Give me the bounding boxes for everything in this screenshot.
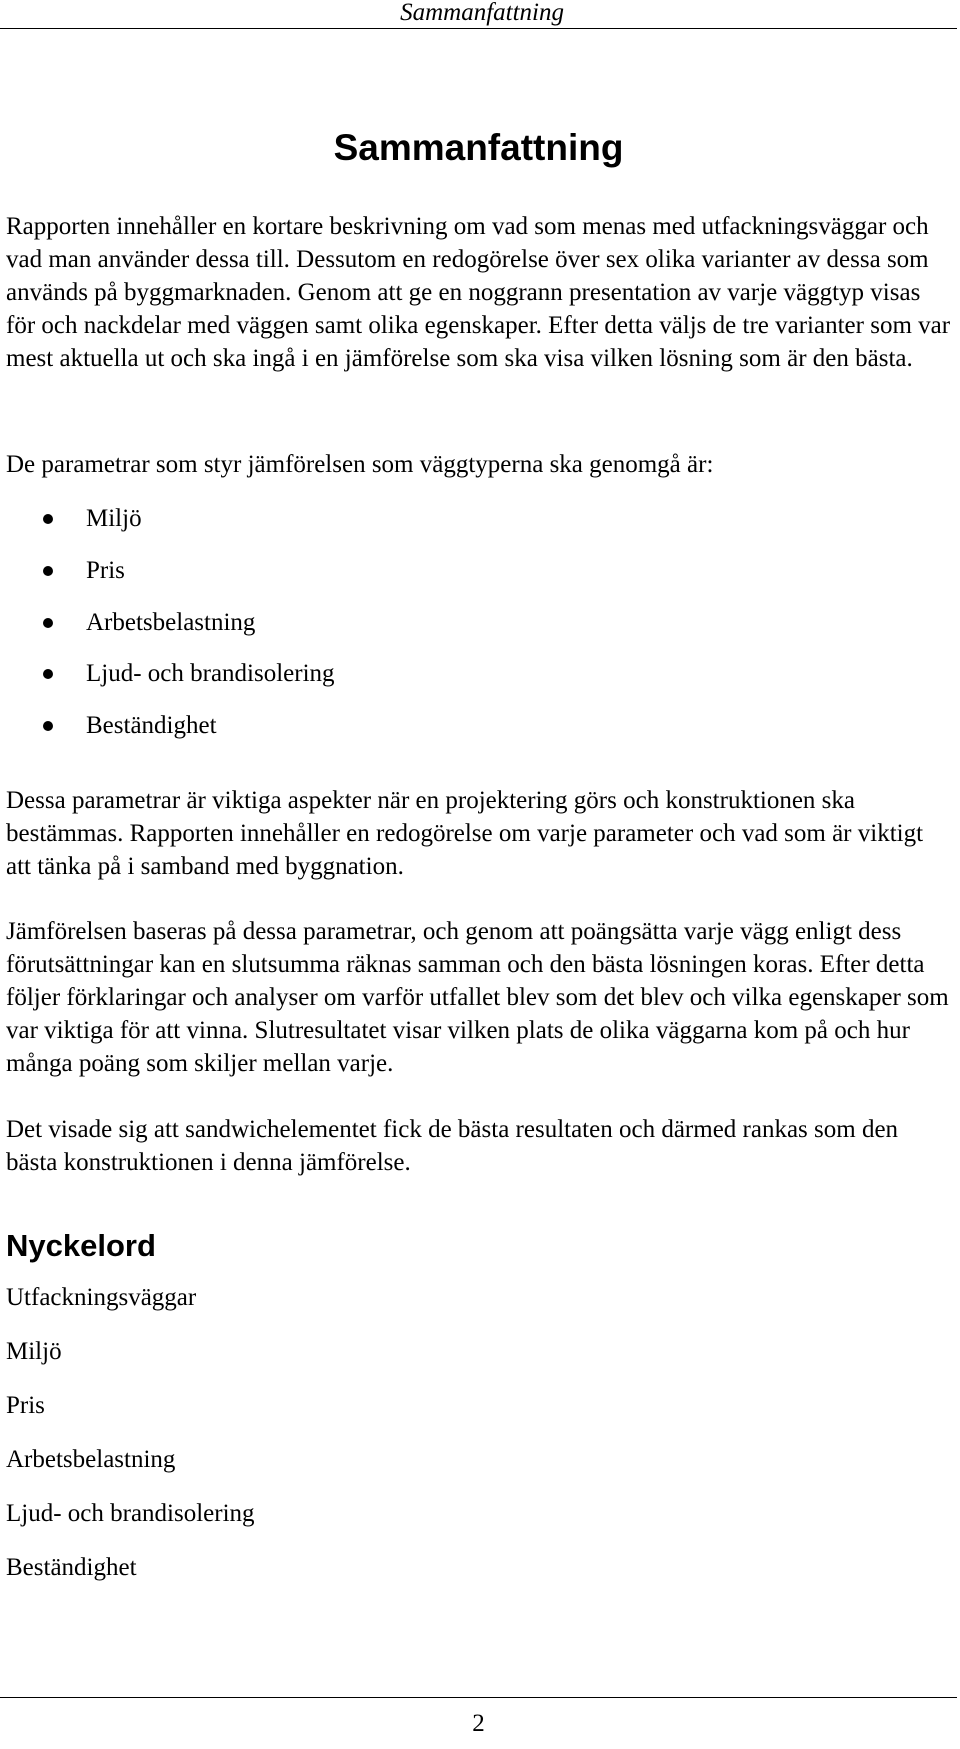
parameter-label: Ljud- och brandisolering <box>86 660 335 688</box>
keyword-item: Arbetsbelastning <box>6 1446 176 1473</box>
keyword-item: Utfackningsväggar <box>6 1284 197 1311</box>
keyword-list <box>6 1281 255 1605</box>
keyword-item: Ljud- och brandisolering <box>6 1500 255 1527</box>
bullet-icon <box>43 514 53 524</box>
comparison-paragraph: Jämförelsen baseras på dessa parametrar, och genom att poängsätta varje vägg enligt dess förutsättningar kan en slutsumma räknas samman och den bästa lösningen koras. Efter detta följer förklaringar och analyser om varför utfallet blev som det blev och vilka egenskaper som var viktiga för att vinna. Slutresultatet visar vilken plats de olika väggarna kom på och hur många poäng som skiljer mellan varje. <box>6 918 949 1077</box>
conclusion-paragraph: Det visade sig att sandwichelementet fick de bästa resultaten och därmed rankas som den bästa konstruktionen i denna jämförelse. <box>6 1116 899 1176</box>
keywords-heading: Nyckelord <box>6 1228 156 1263</box>
keyword-item: Pris <box>6 1392 45 1419</box>
keyword-item: Miljö <box>6 1338 62 1365</box>
bullet-icon <box>43 669 53 679</box>
running-header <box>0 0 957 29</box>
running-header-title: Sammanfattning <box>400 0 564 26</box>
page-title: Sammanfattning <box>333 127 624 168</box>
bullet-icon <box>43 618 53 628</box>
parameters-intro-paragraph: De parametrar som styr jämförelsen som väggtyperna ska genomgå är: <box>6 451 714 478</box>
parameter-label: Miljö <box>86 505 142 532</box>
parameter-label: Arbetsbelastning <box>86 608 256 636</box>
keyword-item: Beständighet <box>6 1554 137 1581</box>
page-number: 2 <box>472 1710 485 1737</box>
intro-paragraph: Rapporten innehåller en kortare beskrivning om vad som menas med utfackningsväggar och vad man använder dessa till. Dessutom en redogörelse över sex olika varianter av dessa som används på byggmarknaden. Genom att ge en noggrann presentation av varje väggtyp visas för och nackdelar med väggen samt olika egenskaper. Efter detta väljs de tre varianter som var mest aktuella ut och ska ingå i en jämförelse som ska visa vilken lösning som är den bästa. <box>6 213 951 372</box>
bullet-icon <box>43 721 53 731</box>
parameter-label: Pris <box>86 556 125 584</box>
parameters-importance-paragraph: Dessa parametrar är viktiga aspekter när en projektering görs och konstruktionen ska bestämmas. Rapporten innehåller en redogörelse om varje parameter och vad som är viktigt att tänka på i samband med byggnation. <box>6 787 924 880</box>
parameter-label: Beständighet <box>86 712 217 739</box>
bullet-icon <box>43 566 53 576</box>
footer-divider <box>0 1697 957 1698</box>
